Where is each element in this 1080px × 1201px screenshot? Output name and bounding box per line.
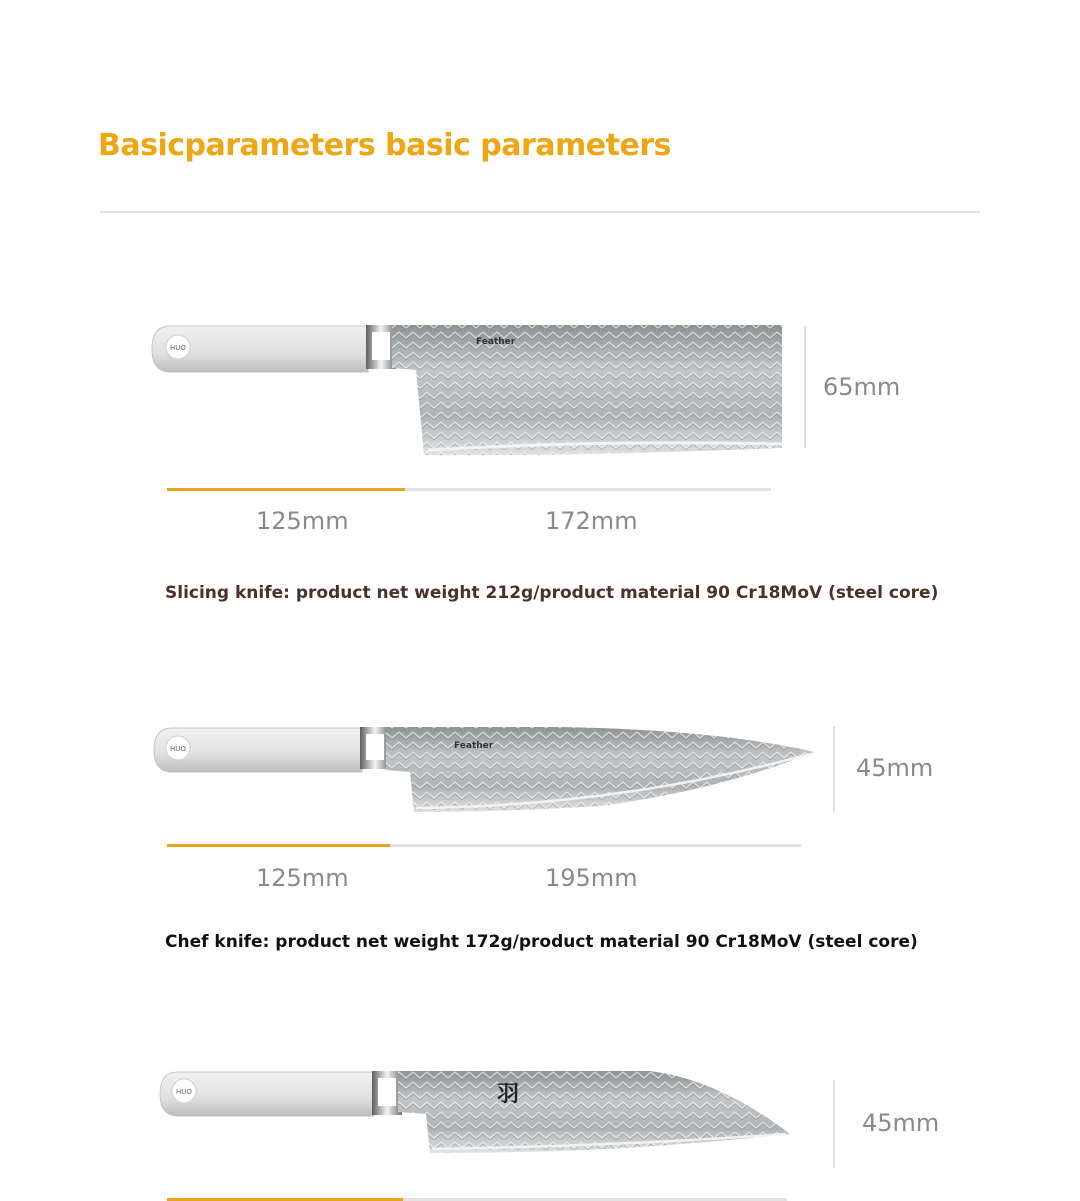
- blade-length-label: 195mm: [545, 864, 638, 892]
- height-indicator: [833, 1080, 835, 1168]
- height-label: 45mm: [862, 1109, 940, 1137]
- product-spec: Chef knife: product net weight 172g/product material 90 Cr18MoV (steel core): [165, 932, 918, 952]
- blade-mark: Feather: [454, 741, 494, 751]
- product-spec: Slicing knife: product net weight 212g/product material 90 Cr18MoV (steel core): [165, 583, 939, 603]
- svg-text:HUO: HUO: [170, 745, 186, 753]
- height-label: 45mm: [856, 754, 934, 782]
- svg-text:HUO: HUO: [170, 344, 186, 352]
- handle-length-label: 125mm: [256, 507, 349, 535]
- blade-length-label: 172mm: [545, 507, 638, 535]
- page-title: Basicparameters basic parameters: [98, 128, 671, 163]
- svg-text:HUO: HUO: [176, 1088, 192, 1096]
- handle-length-label: 125mm: [256, 864, 349, 892]
- blade-mark: 羽: [497, 1081, 520, 1107]
- height-label: 65mm: [823, 373, 901, 401]
- blade-mark: Feather: [476, 337, 516, 347]
